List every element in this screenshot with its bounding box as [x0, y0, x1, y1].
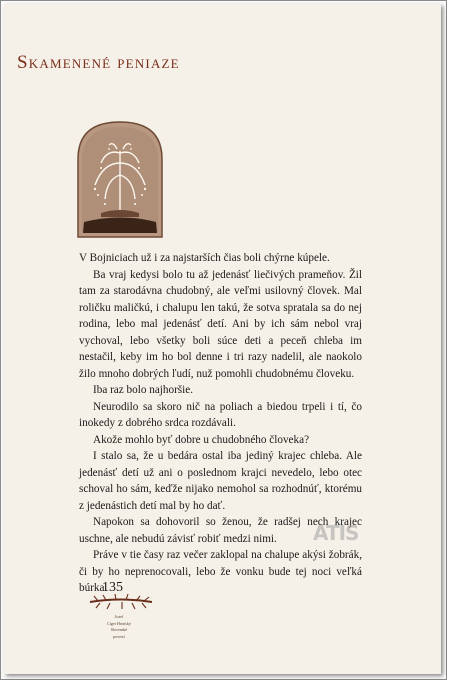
book-page: [4, 4, 441, 674]
watermark: ATIS: [313, 521, 359, 545]
series-line: Slovenské: [110, 627, 128, 632]
page-number: 135: [102, 580, 123, 595]
series-line: Cíger Hronský: [107, 620, 131, 626]
paragraph: Iba raz bolo najhoršie.: [93, 384, 194, 396]
paragraph: Neurodilo sa skoro nič na poliach a biedou trpeli i tí, čo inokedy z dobrého srdca rozdávali.: [79, 400, 362, 429]
chapter-title: Skamenené peniaze: [17, 52, 180, 73]
paragraph: Napokon sa dohovoril so ženou, že radšej nech krajec uschne, ale nebudú závisť robiť medzi nimi.: [79, 516, 362, 545]
series-credit: [86, 614, 152, 640]
paragraph: V Bojniciach už i za najstarších čias boli chýrne kúpele.: [79, 252, 330, 264]
paragraph: Akože mohlo byť dobre u chudobného človeka?: [93, 433, 310, 446]
paragraph: I stalo sa, že u bedára ostal iba jediný krajec chleba. Ale jedenásť detí už ani o poslednom krajci nevedelo, lebo otec schoval ho sám, keďže nijako nemohol sa rozhodnúť, ktorému z jedenástich detí mal by ho dať.: [79, 450, 362, 512]
series-line: Jozef: [114, 614, 124, 619]
fountain-illustration: [73, 119, 167, 239]
paragraph: Ba vraj kedysi bolo tu až jedenásť liečivých prameňov. Žil tam za starodávna chudobný, ale veľmi usilovný človek. Mal roličku maličkú, i chalupu len takú, že sotva spratala sa do nej rodina, lebo mal jedenásť detí. Ani by ich sám nebol vraj vychoval, lebo všetky boli súce deti a peceň chleba im nestačil, keby im ho bol denne i tri razy nadelil, ale naokolo žilo mnoho dobrých ľudí, nuž pomohli chudobnému človeku.: [79, 268, 362, 380]
twig-emblem: [88, 593, 154, 611]
series-line: povesti: [113, 633, 125, 639]
paragraph: Práve v tie časy raz večer zaklopal na chalupe akýsi žobrák, či by ho neprenocovali, lebo že vonku bude tej noci veľká búrka.: [79, 549, 362, 594]
